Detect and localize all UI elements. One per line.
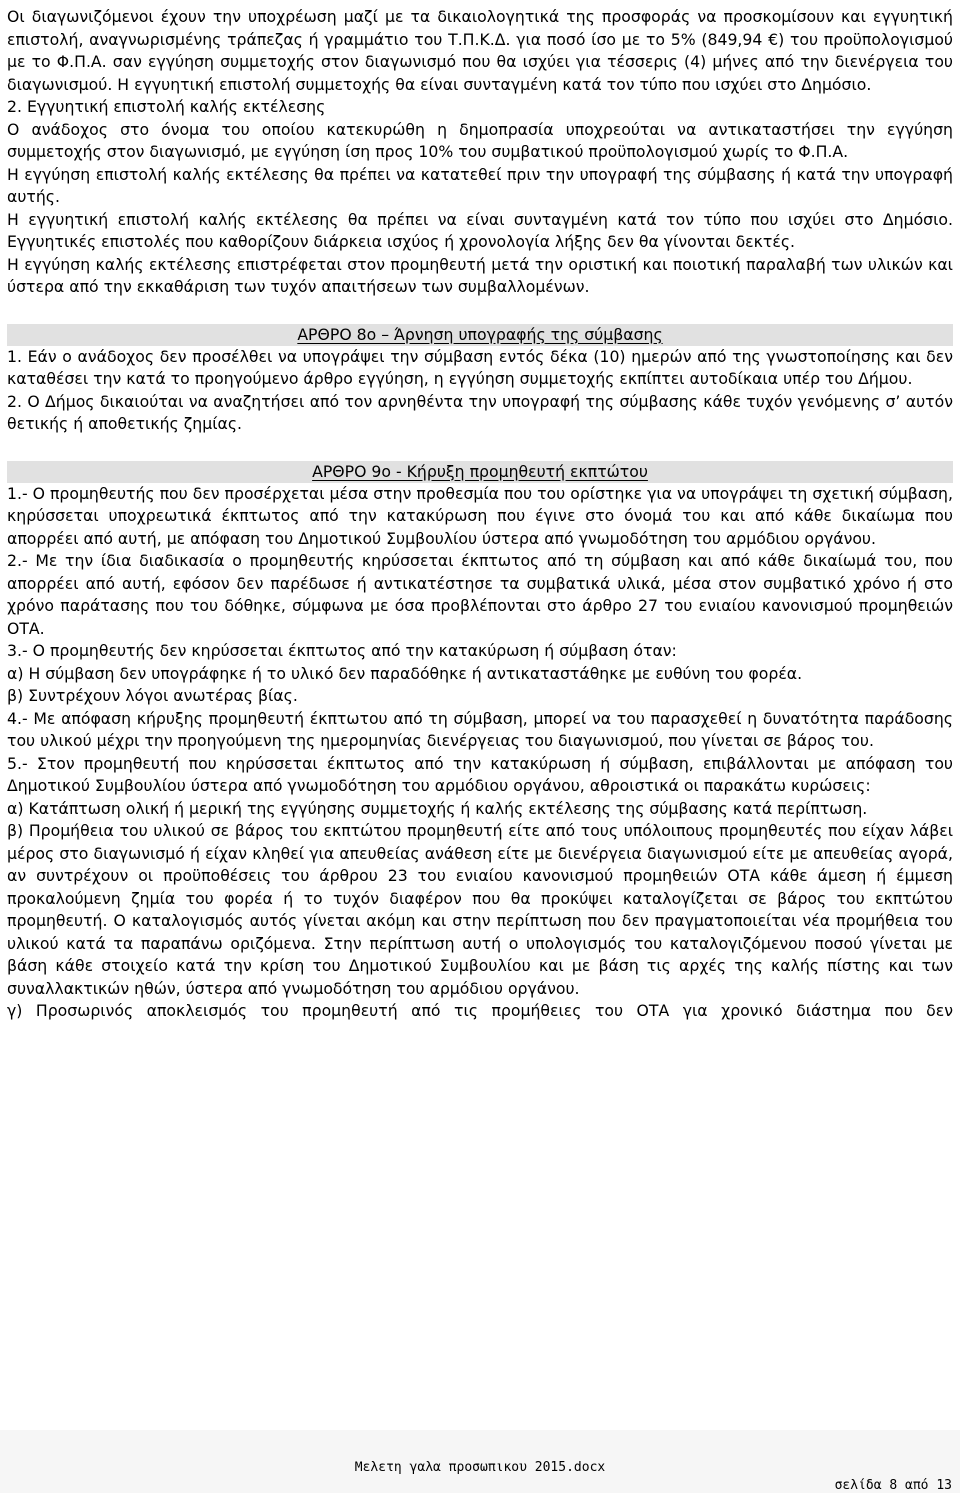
document-page [7,6,953,1023]
paragraph-art8-1: 1. Εάν ο ανάδοχος δεν προσέλθει να υπογράψει την σύμβαση εντός δέκα (10) ημερών από της γνωστοποίησης και δεν καταθέσει την κατά το προηγούμενο άρθρο εγγύηση, η εγγύηση συμμετοχής εκπίπτει αυτοδίκαια υπέρ του Δήμου. [7,346,953,388]
paragraph-performance-guarantee-title: 2. Εγγυητική επιστολή καλής εκτέλεσης [7,97,326,116]
paragraph-art9-5c: γ) Προσωρινός αποκλεισμός του προμηθευτή από τις προμήθειες του ΟΤΑ για χρονικό διάστημα που δεν [7,1001,953,1020]
paragraph-art9-2: 2.- Με την ίδια διαδικασία ο προμηθευτής κηρύσσεται έκπτωτος από τη σύμβαση και από κάθε δικαίωμά του, που απορρέει από αυτή, εφόσον δεν παρέδωσε ή αντικατέστησε τα συμβατικά υλικά, μέσα στον συμβατικό χρόνο ή στο χρόνο παράτασης που του δόθηκε, σύμφωνα με όσα προβλέπονται στο άρθρο 27 του ενιαίου κανονισμού προμηθειών ΟΤΑ. [7,551,953,638]
spacer [7,436,953,461]
paragraph-art9-3a: α) Η σύμβαση δεν υπογράφηκε ή το υλικό δεν παραδόθηκε ή αντικαταστάθηκε με ευθύνη του φορέα. [7,663,803,683]
footer-page-number: σελίδα 8 από 13 [834,1478,952,1493]
paragraph-art9-3b: β) Συντρέχουν λόγοι ανωτέρας βίας. [7,686,298,705]
paragraph-art9-5: 5.- Στον προμηθευτή που κηρύσσεται έκπτωτος από την κατακύρωση ή σύμβαση, επιβάλλονται με απόφαση του Δημοτικού Συμβουλίου ύστερα από γνωμοδότηση του αρμόδιου οργάνου, αθροιστικά οι παρακάτω κυρώσεις: [7,753,953,795]
paragraph-performance-guarantee-replace: Ο ανάδοχος στο όνομα του οποίου κατεκυρώθη η δημοπρασία υποχρεούται να αντικαταστήσει την εγγύηση συμμετοχής στον διαγωνισμό, με εγγύηση ίση προς 10% του συμβατικού προϋπολογισμού χωρίς το Φ.Π.Α. [7,119,953,161]
footer-filename: Μελετη γαλα προσωπικου 2015.docx [354,1460,606,1475]
paragraph-performance-guarantee-return: Η εγγύηση καλής εκτέλεσης επιστρέφεται στον προμηθευτή μετά την οριστική και ποιοτική παραλαβή των υλικών και ύστερα από την εκκαθάριση των τυχόν απαιτήσεων των συμβαλλομένων. [7,254,953,296]
paragraph-art9-3: 3.- Ο προμηθευτής δεν κηρύσσεται έκπτωτος από την κατακύρωση ή σύμβαση όταν: [7,641,677,660]
article-8-heading [7,324,953,346]
page-footer [0,1430,960,1493]
spacer [7,299,953,324]
paragraph-art9-4: 4.- Με απόφαση κήρυξης προμηθευτή έκπτωτου από τη σύμβαση, μπορεί να του παρασχεθεί η δυνατότητα παράδοσης του υλικού μέχρι την προηγούμενη της ημερομηνίας διενέργειας του διαγωνισμού, που γίνεται σε βάρος του. [7,708,953,750]
paragraph-art8-2: 2. Ο Δήμος δικαιούται να αναζητήσει από τον αρνηθέντα την υπογραφή της σύμβασης κάθε τυχόν γενόμενης σ’ αυτόν θετικής ή αποθετικής ζημίας. [7,391,953,433]
paragraph-art9-5a: α) Κατάπτωση ολική ή μερική της εγγύησης συμμετοχής ή καλής εκτέλεσης της σύμβασης κατά περίπτωση. [7,798,868,818]
paragraph-art9-5b: β) Προμήθεια του υλικού σε βάρος του εκπτώτου προμηθευτή είτε από τους υπόλοιπους προμηθευτές που είχαν λάβει μέρος στο διαγωνισμό ή είχαν κληθεί για απευθείας ανάθεση είτε με διενέργεια διαγωνισμού είτε με απευθείας αγορά, αν συντρέχουν οι προϋποθέσεις του άρθρου 23 του ενιαίου κανονισμού προμηθειών ΟΤΑ κάθε άμεση ή έμμεση προκαλούμενη ζημία του φορέα ή το τυχόν διαφέρον που θα προκύψει καταλογίζεται σε βάρος του εκπτώτου προμηθευτή. Ο καταλογισμός αυτός γίνεται ακόμη και στην περίπτωση που δεν πραγματοποιείται νέα προμήθεια του υλικού κατά τα παραπάνω οριζόμενα. Στην περίπτωση αυτή ο υπολογισμός του καταλογιζόμενου ποσού γίνεται με βάση κάθε στοιχείο κατά την κρίση του Δημοτικού Συμβουλίου και με βάση τις αρχές της καλής πίστης και των συναλλακτικών ηθών, ύστερα από γνωμοδότηση του αρμόδιου οργάνου. [7,821,953,998]
article-9-heading [7,461,953,483]
article-8-title: ΑΡΘΡΟ 8ο – Άρνηση υπογραφής της σύμβασης [297,324,663,344]
paragraph-performance-guarantee-form: Η εγγυητική επιστολή καλής εκτέλεσης θα πρέπει να είναι συνταγμένη κατά τον τύπο που ισχύει στο Δημόσιο. Εγγυητικές επιστολές που καθορίζουν διάρκεια ισχύος ή χρονολογία λήξης δεν θα γίνονται δεκτές. [7,209,953,251]
paragraph-bid-guarantee: Οι διαγωνιζόμενοι έχουν την υποχρέωση μαζί με τα δικαιολογητικά της προσφοράς να προσκομίσουν και εγγυητική επιστολή, αναγνωρισμένης τράπεζας ή γραμμάτιο του Τ.Π.Κ.Δ. για ποσό ίσο με το 5% (849,94 €) του προϋπολογισμού με το Φ.Π.Α. σαν εγγύηση συμμετοχής στον διαγωνισμό που θα ισχύει για τέσσερις (4) μήνες από την διενέργεια του διαγωνισμού. Η εγγυητική επιστολή συμμετοχής θα είναι συνταγμένη κατά τον τύπο που ισχύει στο Δημόσιο. [7,7,953,94]
paragraph-art9-1: 1.- Ο προμηθευτής που δεν προσέρχεται μέσα στην προθεσμία που του ορίστηκε για να υπογράψει τη σχετική σύμβαση, κηρύσσεται υποχρεωτικά έκπτωτος από την κατακύρωση που έγινε στο όνομά του και από κάθε δικαίωμα που απορρέει από αυτή, με απόφαση του Δημοτικού Συμβουλίου ύστερα από γνωμοδότηση του αρμόδιου οργάνου. [7,483,953,548]
article-9-title: ΑΡΘΡΟ 9ο - Κήρυξη προμηθευτή εκπτώτου [312,461,648,481]
paragraph-performance-guarantee-deposit: Η εγγύηση επιστολή καλής εκτέλεσης θα πρέπει να κατατεθεί πριν την υπογραφή της σύμβασης ή κατά την υπογραφή αυτής. [7,164,953,206]
